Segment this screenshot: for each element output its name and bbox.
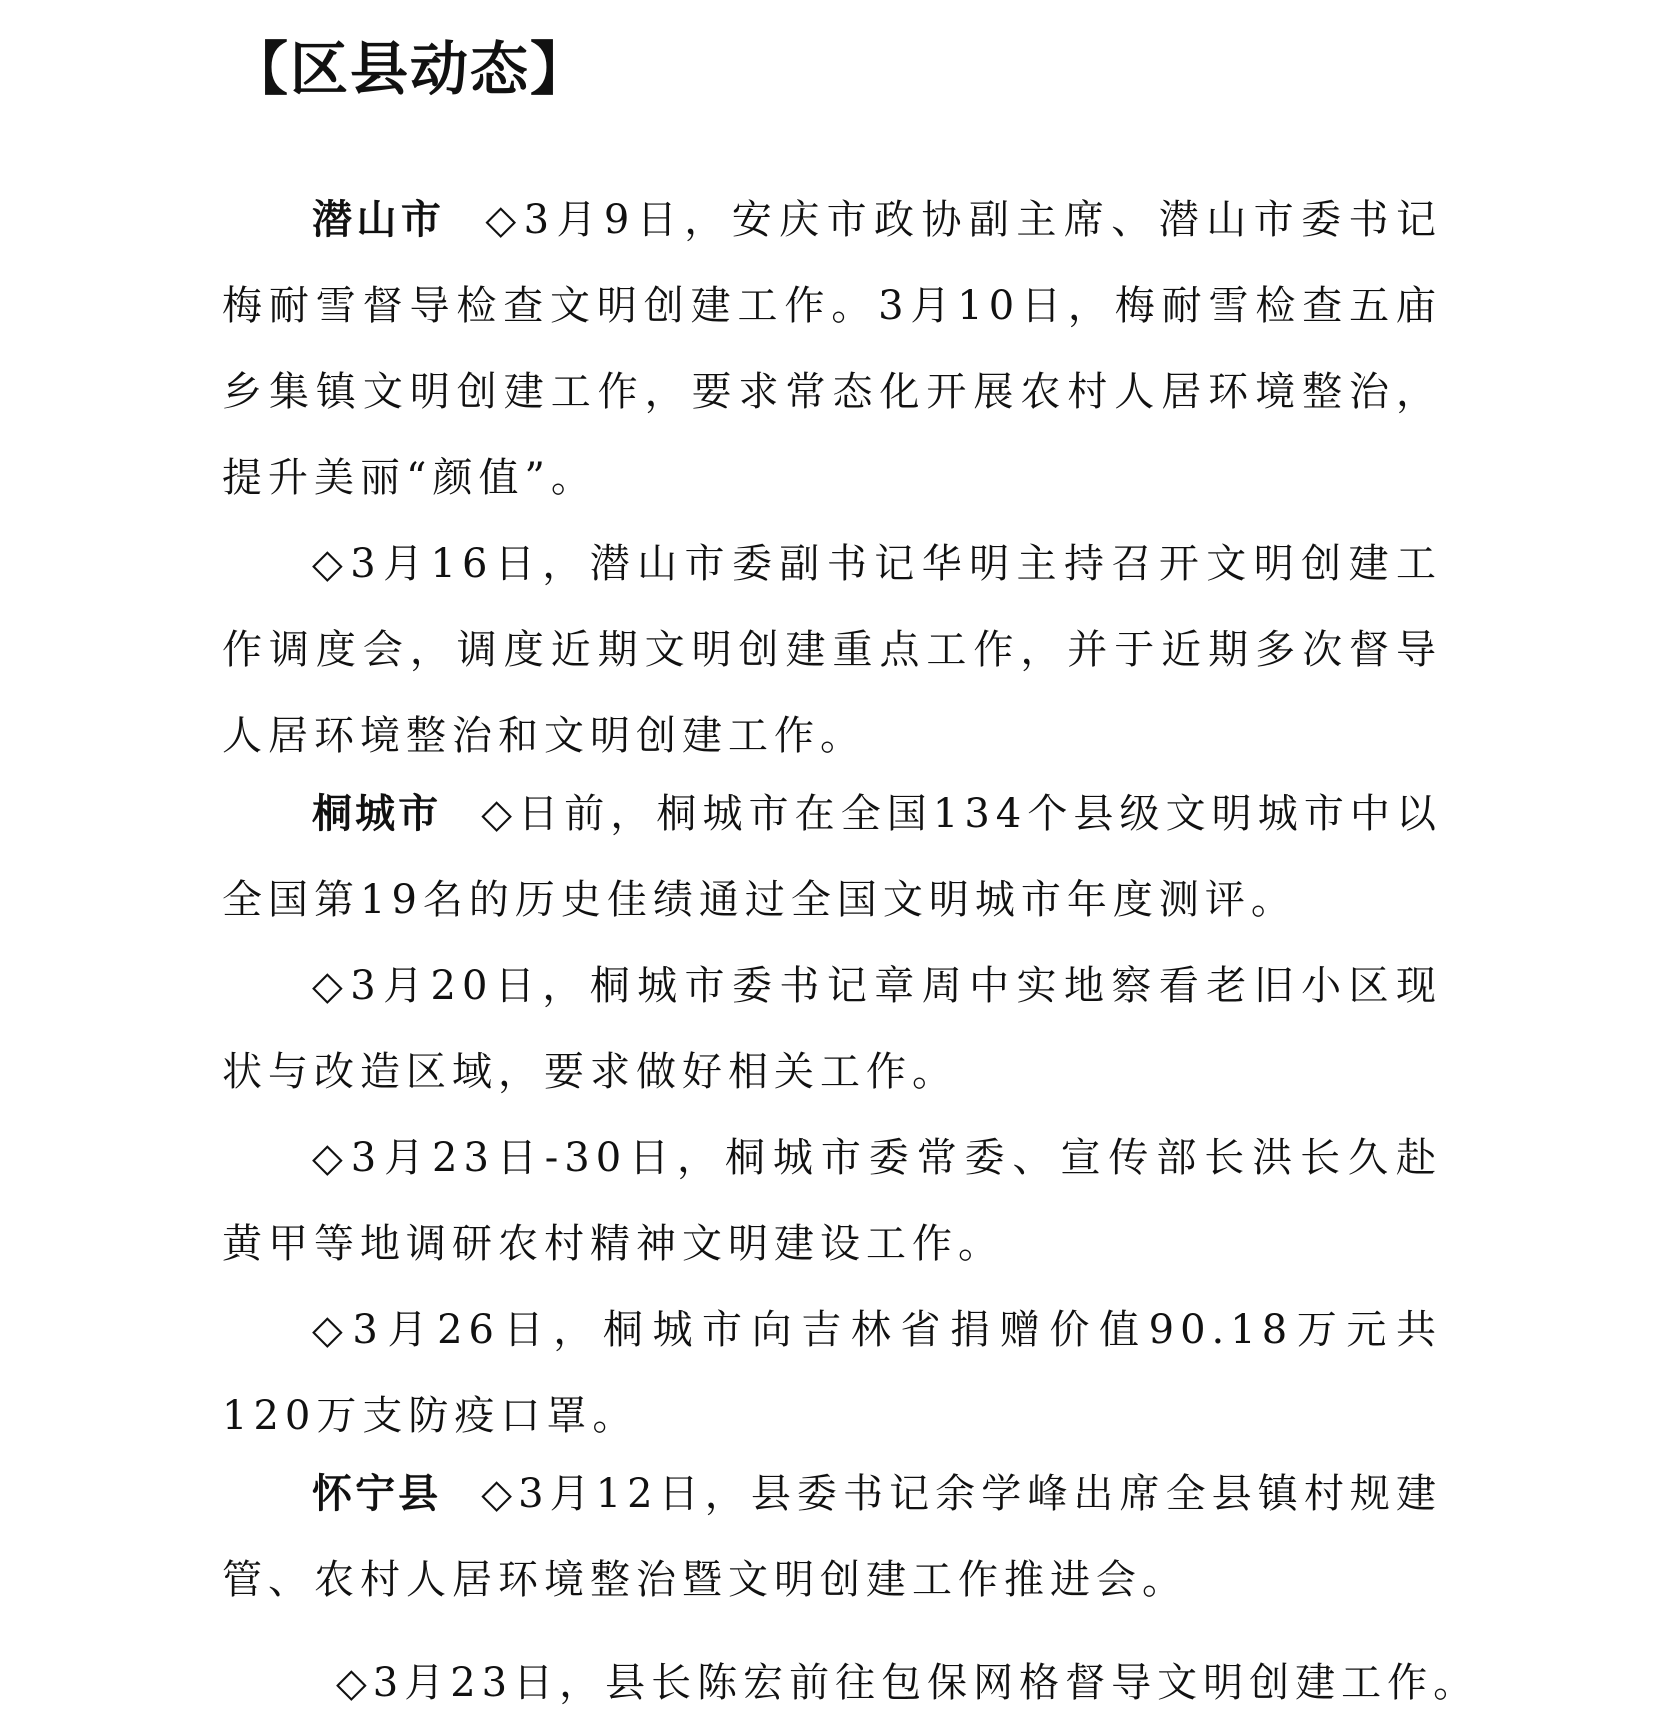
news-item: ◇3月16日，潜山市委副书记华明主持召开文明创建工作调度会，调度近期文明创建重点工作，并于近期多次督导人居环境整治和文明创建工作。 (222, 541, 1442, 759)
news-paragraph (222, 1287, 1442, 1459)
region-name-huaining: 怀宁县 (312, 1471, 442, 1517)
news-item: ◇3月12日，县委书记余学峰出席全县镇村规建管、农村人居环境整治暨文明创建工作推进会。 (222, 1471, 1443, 1603)
news-item: ◇3月9日，安庆市政协副主席、潜山市委书记梅耐雪督导检查文明创建工作。3月10日，梅耐雪检查五庙乡集镇文明创建工作，要求常态化开展农村人居环境整治，提升美丽“颜值”。 (222, 197, 1442, 501)
news-item: ◇3月20日，桐城市委书记章周中实地察看老旧小区现状与改造区域，要求做好相关工作。 (222, 963, 1442, 1095)
news-paragraph (222, 521, 1442, 779)
region-name-qianshan: 潜山市 (312, 197, 446, 243)
news-paragraph (222, 943, 1442, 1115)
region-paragraph-qianshan (222, 177, 1442, 521)
news-item: ◇3月23日，县长陈宏前往包保网格督导文明创建工作。 (336, 1660, 1480, 1706)
news-paragraph-last (336, 1640, 1479, 1726)
news-item: ◇3月26日，桐城市向吉林省捐赠价值90.18万元共120万支防疫口罩。 (222, 1307, 1442, 1439)
news-paragraph (222, 1115, 1442, 1287)
region-name-tongcheng: 桐城市 (312, 791, 442, 837)
page-title: 【区县动态】 (230, 35, 591, 103)
article-body (222, 185, 1442, 1623)
region-paragraph-huaining (222, 1451, 1442, 1623)
region-paragraph-tongcheng (222, 771, 1442, 943)
news-item: ◇3月23日-30日，桐城市委常委、宣传部长洪长久赴黄甲等地调研农村精神文明建设工作。 (222, 1135, 1442, 1267)
news-item: ◇日前，桐城市在全国134个县级文明城市中以全国第19名的历史佳绩通过全国文明城市年度测评。 (222, 791, 1443, 923)
